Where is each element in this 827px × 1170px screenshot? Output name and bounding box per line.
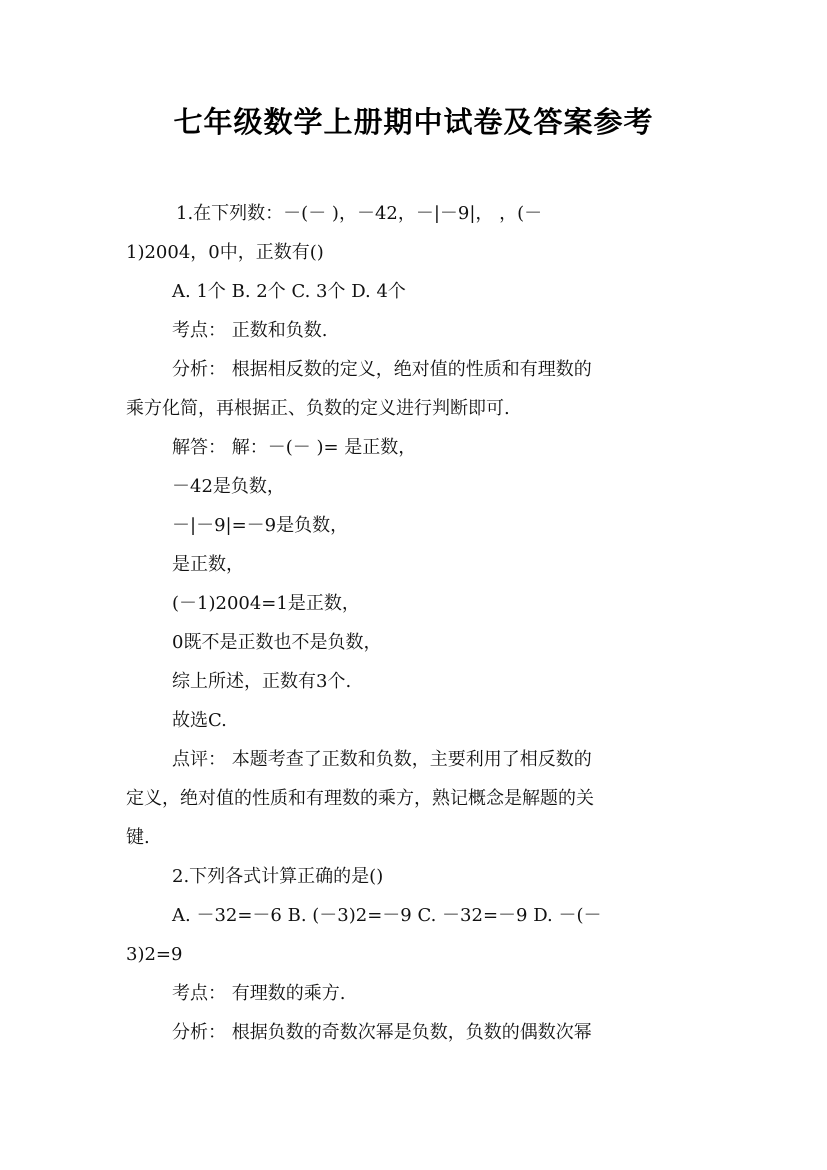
text-line: A. －32=－6 B. (－3)2=－9 C. －32=－9 D. －(－ (172, 905, 602, 926)
text-line: 点评： 本题考查了正数和负数，主要利用了相反数的 (172, 749, 592, 770)
text-line: －|－9|=－9是负数， (172, 515, 349, 536)
text-line: 故选C. (172, 710, 227, 731)
text-line: 是正数， (172, 554, 244, 575)
document-title: 七年级数学上册期中试卷及答案参考 (173, 105, 654, 139)
text-line: 分析： 根据相反数的定义，绝对值的性质和有理数的 (172, 359, 592, 380)
text-line: 2.下列各式计算正确的是() (172, 866, 384, 887)
text-line: －42是负数， (172, 476, 285, 497)
text-line: 1.在下列数：－(－ )，－42，－|－9|， ，(－ (176, 203, 543, 224)
text-line: 乘方化简，再根据正、负数的定义进行判断即可. (126, 398, 510, 419)
text-line: 定义，绝对值的性质和有理数的乘方，熟记概念是解题的关 (126, 788, 594, 809)
text-line: 3)2=9 (126, 944, 183, 965)
text-line: 0既不是正数也不是负数， (172, 632, 382, 653)
text-line: 分析： 根据负数的奇数次幂是负数，负数的偶数次幂 (172, 1022, 592, 1043)
text-line: 1)2004，0中，正数有() (126, 242, 324, 263)
document-body (126, 194, 706, 1052)
text-line: 综上所述，正数有3个. (172, 671, 352, 692)
text-line: 考点： 正数和负数. (172, 320, 328, 341)
text-line: A. 1个 B. 2个 C. 3个 D. 4个 (172, 281, 406, 302)
text-line: (－1)2004=1是正数， (172, 593, 360, 614)
text-line: 键. (126, 827, 150, 848)
text-line: 解答： 解：－(－ )= 是正数， (172, 437, 417, 458)
text-line: 考点： 有理数的乘方. (172, 983, 346, 1004)
